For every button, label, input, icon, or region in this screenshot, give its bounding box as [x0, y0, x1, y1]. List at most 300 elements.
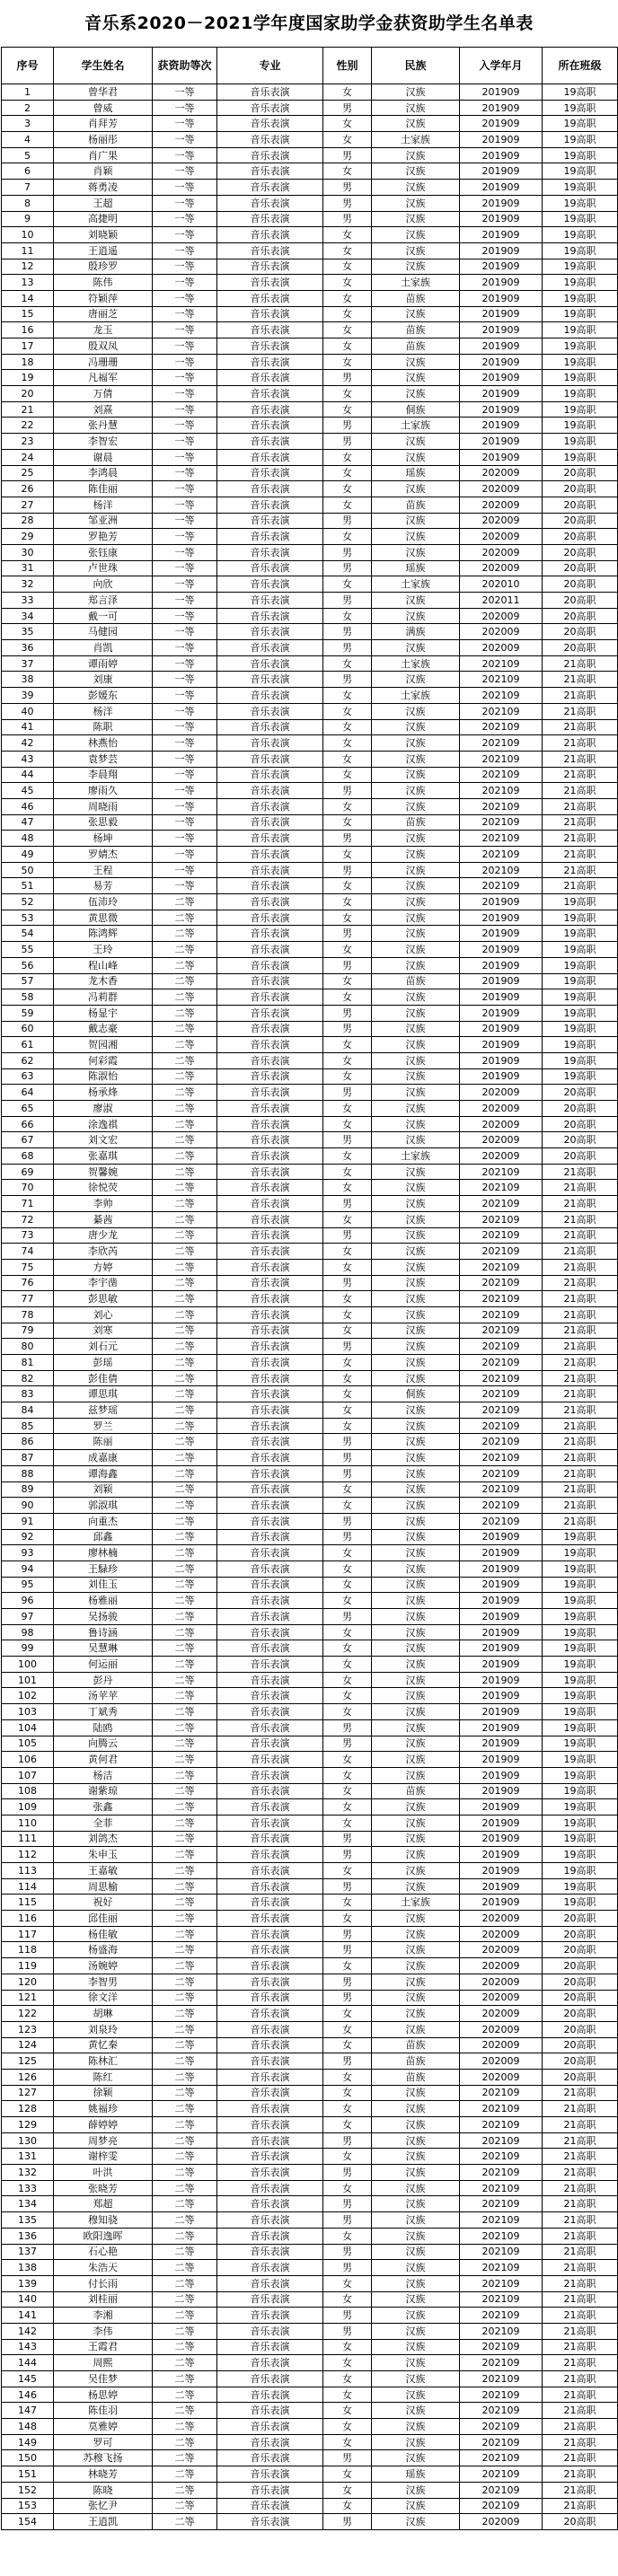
cell-ethnicity: 汉族 — [372, 147, 460, 163]
cell-class: 21高职 — [543, 814, 618, 831]
cell-class: 21高职 — [543, 1244, 618, 1260]
cell-grade: 二等 — [153, 2212, 217, 2229]
table-row — [2, 1847, 618, 1863]
cell-grade: 二等 — [153, 1434, 217, 1450]
cell-index: 36 — [2, 640, 54, 656]
cell-gender: 女 — [323, 481, 372, 497]
cell-major: 音乐表演 — [217, 624, 323, 640]
cell-ethnicity: 汉族 — [372, 847, 460, 863]
cell-name: 王超 — [54, 195, 153, 211]
cell-class: 19高职 — [543, 1783, 618, 1799]
cell-grade: 一等 — [153, 783, 217, 799]
cell-class: 19高职 — [543, 1767, 618, 1783]
cell-class: 20高职 — [543, 513, 618, 529]
cell-grade: 二等 — [153, 2101, 217, 2117]
cell-name: 唐少龙 — [54, 1227, 153, 1244]
cell-index: 144 — [2, 2355, 54, 2371]
table-row — [2, 783, 618, 799]
header-major: 专业 — [217, 48, 323, 84]
cell-major: 音乐表演 — [217, 1180, 323, 1196]
cell-enroll-date: 201909 — [460, 1624, 543, 1640]
table-row — [2, 1021, 618, 1037]
cell-major: 音乐表演 — [217, 354, 323, 370]
cell-index: 13 — [2, 275, 54, 291]
cell-class: 21高职 — [543, 1418, 618, 1434]
table-row — [2, 1052, 618, 1068]
cell-name: 向欣 — [54, 576, 153, 593]
cell-grade: 二等 — [153, 1227, 217, 1244]
cell-major: 音乐表演 — [217, 1275, 323, 1291]
cell-enroll-date: 202109 — [460, 1434, 543, 1450]
cell-enroll-date: 201909 — [460, 1895, 543, 1911]
cell-gender: 女 — [323, 1657, 372, 1673]
table-row — [2, 1545, 618, 1561]
cell-ethnicity: 汉族 — [372, 306, 460, 322]
cell-ethnicity: 满族 — [372, 624, 460, 640]
cell-enroll-date: 202109 — [460, 2419, 543, 2435]
cell-enroll-date: 202109 — [460, 1291, 543, 1307]
cell-index: 32 — [2, 576, 54, 593]
cell-name: 成嘉康 — [54, 1450, 153, 1466]
cell-gender: 女 — [323, 116, 372, 132]
cell-major: 音乐表演 — [217, 2196, 323, 2212]
cell-major: 音乐表演 — [217, 847, 323, 863]
cell-gender: 男 — [323, 672, 372, 688]
cell-name: 朱申玉 — [54, 1847, 153, 1863]
cell-gender: 女 — [323, 2037, 372, 2053]
cell-index: 26 — [2, 481, 54, 497]
cell-grade: 一等 — [153, 116, 217, 132]
cell-class: 21高职 — [543, 1339, 618, 1355]
cell-class: 19高职 — [543, 242, 618, 259]
cell-ethnicity: 瑶族 — [372, 465, 460, 481]
cell-index: 145 — [2, 2371, 54, 2387]
cell-major: 音乐表演 — [217, 1561, 323, 1577]
cell-name: 谭雨婷 — [54, 655, 153, 672]
cell-index: 7 — [2, 180, 54, 196]
cell-index: 152 — [2, 2482, 54, 2498]
cell-ethnicity: 汉族 — [372, 1545, 460, 1561]
cell-index: 1 — [2, 84, 54, 101]
table-row — [2, 814, 618, 831]
cell-major: 音乐表演 — [217, 513, 323, 529]
cell-ethnicity: 汉族 — [372, 2275, 460, 2291]
cell-major: 音乐表演 — [217, 1211, 323, 1227]
cell-grade: 二等 — [153, 2498, 217, 2514]
cell-enroll-date: 202109 — [460, 1386, 543, 1402]
cell-index: 74 — [2, 1244, 54, 1260]
cell-index: 52 — [2, 894, 54, 910]
table-row — [2, 1068, 618, 1085]
cell-grade: 一等 — [153, 354, 217, 370]
cell-grade: 一等 — [153, 211, 217, 227]
cell-ethnicity: 汉族 — [372, 1164, 460, 1180]
cell-major: 音乐表演 — [217, 1306, 323, 1323]
table-row — [2, 497, 618, 513]
cell-gender: 女 — [323, 290, 372, 306]
cell-name: 全菲 — [54, 1815, 153, 1831]
cell-enroll-date: 201909 — [460, 386, 543, 402]
cell-ethnicity: 汉族 — [372, 449, 460, 465]
cell-major: 音乐表演 — [217, 1418, 323, 1434]
cell-major: 音乐表演 — [217, 449, 323, 465]
table-row — [2, 401, 618, 418]
cell-ethnicity: 汉族 — [372, 1831, 460, 1847]
cell-ethnicity: 汉族 — [372, 1942, 460, 1958]
cell-grade: 二等 — [153, 1529, 217, 1545]
cell-gender: 女 — [323, 2228, 372, 2244]
cell-ethnicity: 土家族 — [372, 418, 460, 434]
cell-grade: 二等 — [153, 1196, 217, 1212]
cell-gender: 女 — [323, 1545, 372, 1561]
cell-grade: 一等 — [153, 418, 217, 434]
cell-gender: 女 — [323, 2434, 372, 2450]
cell-name: 李帅 — [54, 1196, 153, 1212]
cell-gender: 男 — [323, 1450, 372, 1466]
cell-index: 107 — [2, 1767, 54, 1783]
cell-ethnicity: 汉族 — [372, 2165, 460, 2181]
cell-class: 20高职 — [543, 640, 618, 656]
cell-major: 音乐表演 — [217, 751, 323, 767]
cell-enroll-date: 202109 — [460, 2403, 543, 2419]
cell-grade: 二等 — [153, 2275, 217, 2291]
cell-index: 121 — [2, 1990, 54, 2006]
table-row — [2, 2323, 618, 2339]
cell-index: 83 — [2, 1386, 54, 1402]
cell-major: 音乐表演 — [217, 1498, 323, 1514]
cell-class: 19高职 — [543, 910, 618, 926]
cell-gender: 女 — [323, 163, 372, 180]
cell-gender: 女 — [323, 1180, 372, 1196]
table-row — [2, 2212, 618, 2229]
cell-index: 43 — [2, 751, 54, 767]
cell-class: 19高职 — [543, 1815, 618, 1831]
cell-ethnicity: 汉族 — [372, 1021, 460, 1037]
cell-index: 27 — [2, 497, 54, 513]
cell-index: 14 — [2, 290, 54, 306]
cell-name: 叶洪 — [54, 2165, 153, 2181]
cell-gender: 女 — [323, 1672, 372, 1688]
cell-index: 44 — [2, 767, 54, 783]
cell-gender: 女 — [323, 2069, 372, 2085]
cell-name: 黄思微 — [54, 910, 153, 926]
cell-index: 148 — [2, 2419, 54, 2435]
cell-enroll-date: 202109 — [460, 2180, 543, 2196]
cell-major: 音乐表演 — [217, 1640, 323, 1657]
cell-ethnicity: 土家族 — [372, 1895, 460, 1911]
cell-index: 126 — [2, 2069, 54, 2085]
cell-ethnicity: 苗族 — [372, 322, 460, 338]
cell-grade: 二等 — [153, 2323, 217, 2339]
cell-index: 46 — [2, 798, 54, 814]
cell-name: 李晨翔 — [54, 767, 153, 783]
cell-grade: 二等 — [153, 2355, 217, 2371]
cell-name: 谢晨 — [54, 449, 153, 465]
table-row — [2, 593, 618, 609]
cell-class: 20高职 — [543, 2069, 618, 2085]
table-row — [2, 132, 618, 148]
cell-ethnicity: 汉族 — [372, 1180, 460, 1196]
table-row — [2, 1132, 618, 1148]
cell-name: 涂逸祺 — [54, 1116, 153, 1132]
cell-enroll-date: 201909 — [460, 100, 543, 116]
cell-grade: 二等 — [153, 973, 217, 989]
cell-grade: 二等 — [153, 1783, 217, 1799]
table-row — [2, 2021, 618, 2037]
cell-ethnicity: 汉族 — [372, 100, 460, 116]
cell-gender: 男 — [323, 1926, 372, 1942]
cell-class: 21高职 — [543, 2403, 618, 2419]
cell-major: 音乐表演 — [217, 259, 323, 275]
table-row — [2, 1974, 618, 1990]
cell-major: 音乐表演 — [217, 2466, 323, 2483]
cell-enroll-date: 202009 — [460, 1101, 543, 1117]
cell-major: 音乐表演 — [217, 2180, 323, 2196]
cell-major: 音乐表演 — [217, 2450, 323, 2466]
cell-index: 49 — [2, 847, 54, 863]
cell-name: 石心艳 — [54, 2244, 153, 2260]
cell-index: 33 — [2, 593, 54, 609]
cell-index: 64 — [2, 1085, 54, 1101]
cell-gender: 女 — [323, 1370, 372, 1386]
cell-index: 137 — [2, 2244, 54, 2260]
cell-major: 音乐表演 — [217, 1291, 323, 1307]
cell-class: 19高职 — [543, 434, 618, 450]
cell-name: 程山峰 — [54, 957, 153, 973]
cell-class: 19高职 — [543, 957, 618, 973]
cell-class: 19高职 — [543, 322, 618, 338]
cell-gender: 女 — [323, 894, 372, 910]
cell-enroll-date: 201909 — [460, 1545, 543, 1561]
cell-gender: 女 — [323, 275, 372, 291]
cell-class: 21高职 — [543, 767, 618, 783]
cell-class: 20高职 — [543, 1958, 618, 1974]
table-row — [2, 2006, 618, 2022]
cell-ethnicity: 苗族 — [372, 814, 460, 831]
table-row — [2, 2037, 618, 2053]
cell-major: 音乐表演 — [217, 1704, 323, 1720]
cell-grade: 二等 — [153, 1863, 217, 1879]
cell-grade: 一等 — [153, 703, 217, 719]
page-title: 音乐系2020－2021学年度国家助学金获资助学生名单表 — [84, 13, 534, 33]
cell-ethnicity: 汉族 — [372, 1609, 460, 1625]
cell-grade: 二等 — [153, 1132, 217, 1148]
cell-grade: 二等 — [153, 1116, 217, 1132]
cell-grade: 二等 — [153, 1990, 217, 2006]
cell-index: 8 — [2, 195, 54, 211]
cell-name: 周熙 — [54, 2355, 153, 2371]
cell-gender: 女 — [323, 2275, 372, 2291]
cell-gender: 男 — [323, 593, 372, 609]
cell-enroll-date: 202109 — [460, 2498, 543, 2514]
table-row — [2, 465, 618, 481]
cell-gender: 女 — [323, 1211, 372, 1227]
table-row — [2, 1116, 618, 1132]
table-row — [2, 1434, 618, 1450]
cell-gender: 男 — [323, 1609, 372, 1625]
cell-name: 何彩霞 — [54, 1052, 153, 1068]
cell-grade: 一等 — [153, 719, 217, 735]
table-body — [2, 84, 618, 2530]
cell-grade: 二等 — [153, 1259, 217, 1275]
cell-gender: 女 — [323, 751, 372, 767]
table-row — [2, 211, 618, 227]
cell-name: 张思毅 — [54, 814, 153, 831]
cell-gender: 女 — [323, 1164, 372, 1180]
cell-grade: 一等 — [153, 593, 217, 609]
cell-gender: 女 — [323, 1958, 372, 1974]
cell-enroll-date: 202009 — [460, 497, 543, 513]
cell-gender: 女 — [323, 1783, 372, 1799]
cell-class: 20高职 — [543, 1132, 618, 1148]
cell-enroll-date: 201909 — [460, 926, 543, 942]
cell-index: 106 — [2, 1752, 54, 1768]
cell-class: 19高职 — [543, 1736, 618, 1752]
cell-enroll-date: 202109 — [460, 719, 543, 735]
table-row — [2, 1005, 618, 1021]
cell-gender: 男 — [323, 434, 372, 450]
table-row — [2, 831, 618, 847]
cell-major: 音乐表演 — [217, 1037, 323, 1053]
cell-class: 21高职 — [543, 1434, 618, 1450]
cell-grade: 一等 — [153, 624, 217, 640]
cell-major: 音乐表演 — [217, 2132, 323, 2149]
cell-class: 19高职 — [543, 1719, 618, 1736]
cell-grade: 二等 — [153, 1021, 217, 1037]
cell-enroll-date: 202109 — [460, 2291, 543, 2308]
cell-class: 19高职 — [543, 1005, 618, 1021]
cell-major: 音乐表演 — [217, 1926, 323, 1942]
cell-ethnicity: 汉族 — [372, 1624, 460, 1640]
cell-gender: 女 — [323, 1752, 372, 1768]
cell-ethnicity: 汉族 — [372, 2260, 460, 2276]
cell-class: 19高职 — [543, 1593, 618, 1609]
cell-index: 109 — [2, 1799, 54, 1816]
cell-grade: 一等 — [153, 814, 217, 831]
table-row — [2, 227, 618, 243]
cell-enroll-date: 201909 — [460, 1783, 543, 1799]
cell-major: 音乐表演 — [217, 1085, 323, 1101]
cell-major: 音乐表演 — [217, 1434, 323, 1450]
cell-major: 音乐表演 — [217, 1101, 323, 1117]
cell-grade: 二等 — [153, 2021, 217, 2037]
cell-major: 音乐表演 — [217, 1545, 323, 1561]
cell-enroll-date: 201909 — [460, 338, 543, 355]
table-row — [2, 2132, 618, 2149]
cell-enroll-date: 201909 — [460, 1831, 543, 1847]
cell-class: 21高职 — [543, 655, 618, 672]
cell-class: 20高职 — [543, 1926, 618, 1942]
cell-ethnicity: 汉族 — [372, 1878, 460, 1895]
cell-name: 王程 — [54, 862, 153, 878]
cell-gender: 女 — [323, 2149, 372, 2165]
table-row — [2, 798, 618, 814]
cell-gender: 男 — [323, 831, 372, 847]
cell-name: 曾华君 — [54, 84, 153, 101]
cell-index: 16 — [2, 322, 54, 338]
cell-class: 19高职 — [543, 132, 618, 148]
header-ethnicity: 民族 — [372, 48, 460, 84]
cell-index: 15 — [2, 306, 54, 322]
cell-index: 77 — [2, 1291, 54, 1307]
cell-ethnicity: 汉族 — [372, 1847, 460, 1863]
cell-grade: 二等 — [153, 1101, 217, 1117]
cell-grade: 二等 — [153, 2260, 217, 2276]
cell-name: 陈红 — [54, 2069, 153, 2085]
cell-gender: 男 — [323, 147, 372, 163]
cell-ethnicity: 土家族 — [372, 1148, 460, 1165]
table-row — [2, 386, 618, 402]
cell-enroll-date: 202009 — [460, 513, 543, 529]
cell-gender: 女 — [323, 449, 372, 465]
cell-major: 音乐表演 — [217, 1783, 323, 1799]
table-row — [2, 1640, 618, 1657]
cell-enroll-date: 202109 — [460, 672, 543, 688]
cell-grade: 二等 — [153, 1481, 217, 1498]
cell-grade: 二等 — [153, 1418, 217, 1434]
cell-ethnicity: 汉族 — [372, 2117, 460, 2133]
cell-enroll-date: 202109 — [460, 1164, 543, 1180]
cell-grade: 二等 — [153, 1736, 217, 1752]
cell-enroll-date: 202109 — [460, 1244, 543, 1260]
cell-grade: 二等 — [153, 2085, 217, 2101]
table-row — [2, 163, 618, 180]
cell-enroll-date: 202009 — [460, 2006, 543, 2022]
cell-class: 21高职 — [543, 1498, 618, 1514]
table-row — [2, 1657, 618, 1673]
cell-gender: 男 — [323, 1005, 372, 1021]
cell-ethnicity: 汉族 — [372, 1529, 460, 1545]
cell-gender: 男 — [323, 100, 372, 116]
cell-grade: 一等 — [153, 465, 217, 481]
table-row — [2, 529, 618, 545]
cell-enroll-date: 202009 — [460, 2037, 543, 2053]
cell-class: 21高职 — [543, 2355, 618, 2371]
cell-ethnicity: 汉族 — [372, 2196, 460, 2212]
cell-enroll-date: 202009 — [460, 1942, 543, 1958]
cell-ethnicity: 汉族 — [372, 608, 460, 624]
cell-gender: 男 — [323, 640, 372, 656]
cell-enroll-date: 201909 — [460, 418, 543, 434]
cell-gender: 男 — [323, 2196, 372, 2212]
cell-grade: 一等 — [153, 497, 217, 513]
cell-grade: 一等 — [153, 688, 217, 704]
cell-major: 音乐表演 — [217, 84, 323, 101]
cell-name: 向腾云 — [54, 1736, 153, 1752]
cell-gender: 女 — [323, 1593, 372, 1609]
cell-ethnicity: 土家族 — [372, 655, 460, 672]
cell-ethnicity: 汉族 — [372, 831, 460, 847]
cell-index: 90 — [2, 1498, 54, 1514]
cell-grade: 一等 — [153, 227, 217, 243]
cell-grade: 一等 — [153, 195, 217, 211]
cell-class: 20高职 — [543, 2037, 618, 2053]
cell-name: 冯珊珊 — [54, 354, 153, 370]
cell-ethnicity: 汉族 — [372, 1911, 460, 1927]
cell-grade: 一等 — [153, 132, 217, 148]
table-row — [2, 1386, 618, 1402]
cell-enroll-date: 202109 — [460, 735, 543, 752]
cell-class: 21高职 — [543, 2196, 618, 2212]
cell-index: 48 — [2, 831, 54, 847]
cell-grade: 二等 — [153, 1465, 217, 1481]
cell-grade: 二等 — [153, 1244, 217, 1260]
cell-gender: 女 — [323, 1402, 372, 1419]
cell-grade: 二等 — [153, 1148, 217, 1165]
cell-major: 音乐表演 — [217, 1386, 323, 1402]
cell-class: 21高职 — [543, 2434, 618, 2450]
cell-class: 20高职 — [543, 1148, 618, 1165]
